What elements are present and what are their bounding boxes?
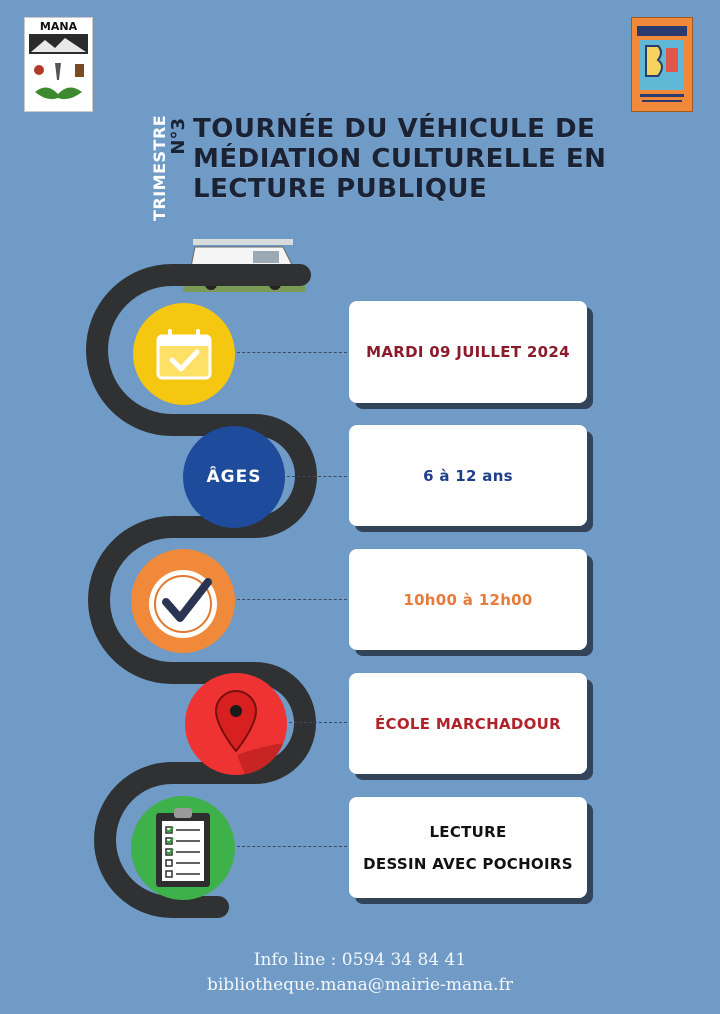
connector-line (237, 352, 347, 353)
calendar-icon (155, 328, 213, 380)
date-text: MARDI 09 JUILLET 2024 (366, 343, 570, 361)
place-text: ÉCOLE MARCHADOUR (374, 714, 562, 733)
activity-lecture: LECTURE (429, 822, 507, 841)
activity-dessin: DESSIN AVEC POCHOIRS (363, 854, 573, 873)
activities-card (349, 797, 587, 898)
map-pin-icon (185, 673, 287, 775)
clock-circle (131, 549, 235, 653)
ages-label: ÂGES (206, 467, 262, 487)
ages-circle (183, 426, 285, 528)
trimestre-label: TRIMESTRE (150, 114, 169, 222)
info-line: Info line : 0594 34 84 41 (253, 950, 467, 970)
connector-line (237, 846, 347, 847)
ages-text: 6 à 12 ans (423, 466, 513, 485)
time-text: 10h00 à 12h00 (403, 590, 533, 609)
page-title: TOURNÉE DU VÉHICULE DE MÉDIATION CULTURELLE EN LECTURE PUBLIQUE (193, 114, 607, 204)
trimestre-number: N°3 (168, 118, 189, 155)
activities-circle (131, 796, 235, 900)
connector-line (289, 722, 347, 723)
clock-check-icon (142, 560, 224, 642)
contact-email[interactable]: bibliotheque.mana@mairie-mana.fr (206, 975, 513, 995)
date-card (349, 301, 587, 403)
mana-logo-text: MANA (39, 20, 78, 33)
checklist-icon (152, 805, 214, 891)
connector-line (287, 476, 347, 477)
time-card (349, 549, 587, 650)
place-card (349, 673, 587, 774)
calendar-circle (133, 303, 235, 405)
connector-line (237, 599, 347, 600)
location-circle (185, 673, 287, 775)
ages-card (349, 425, 587, 526)
